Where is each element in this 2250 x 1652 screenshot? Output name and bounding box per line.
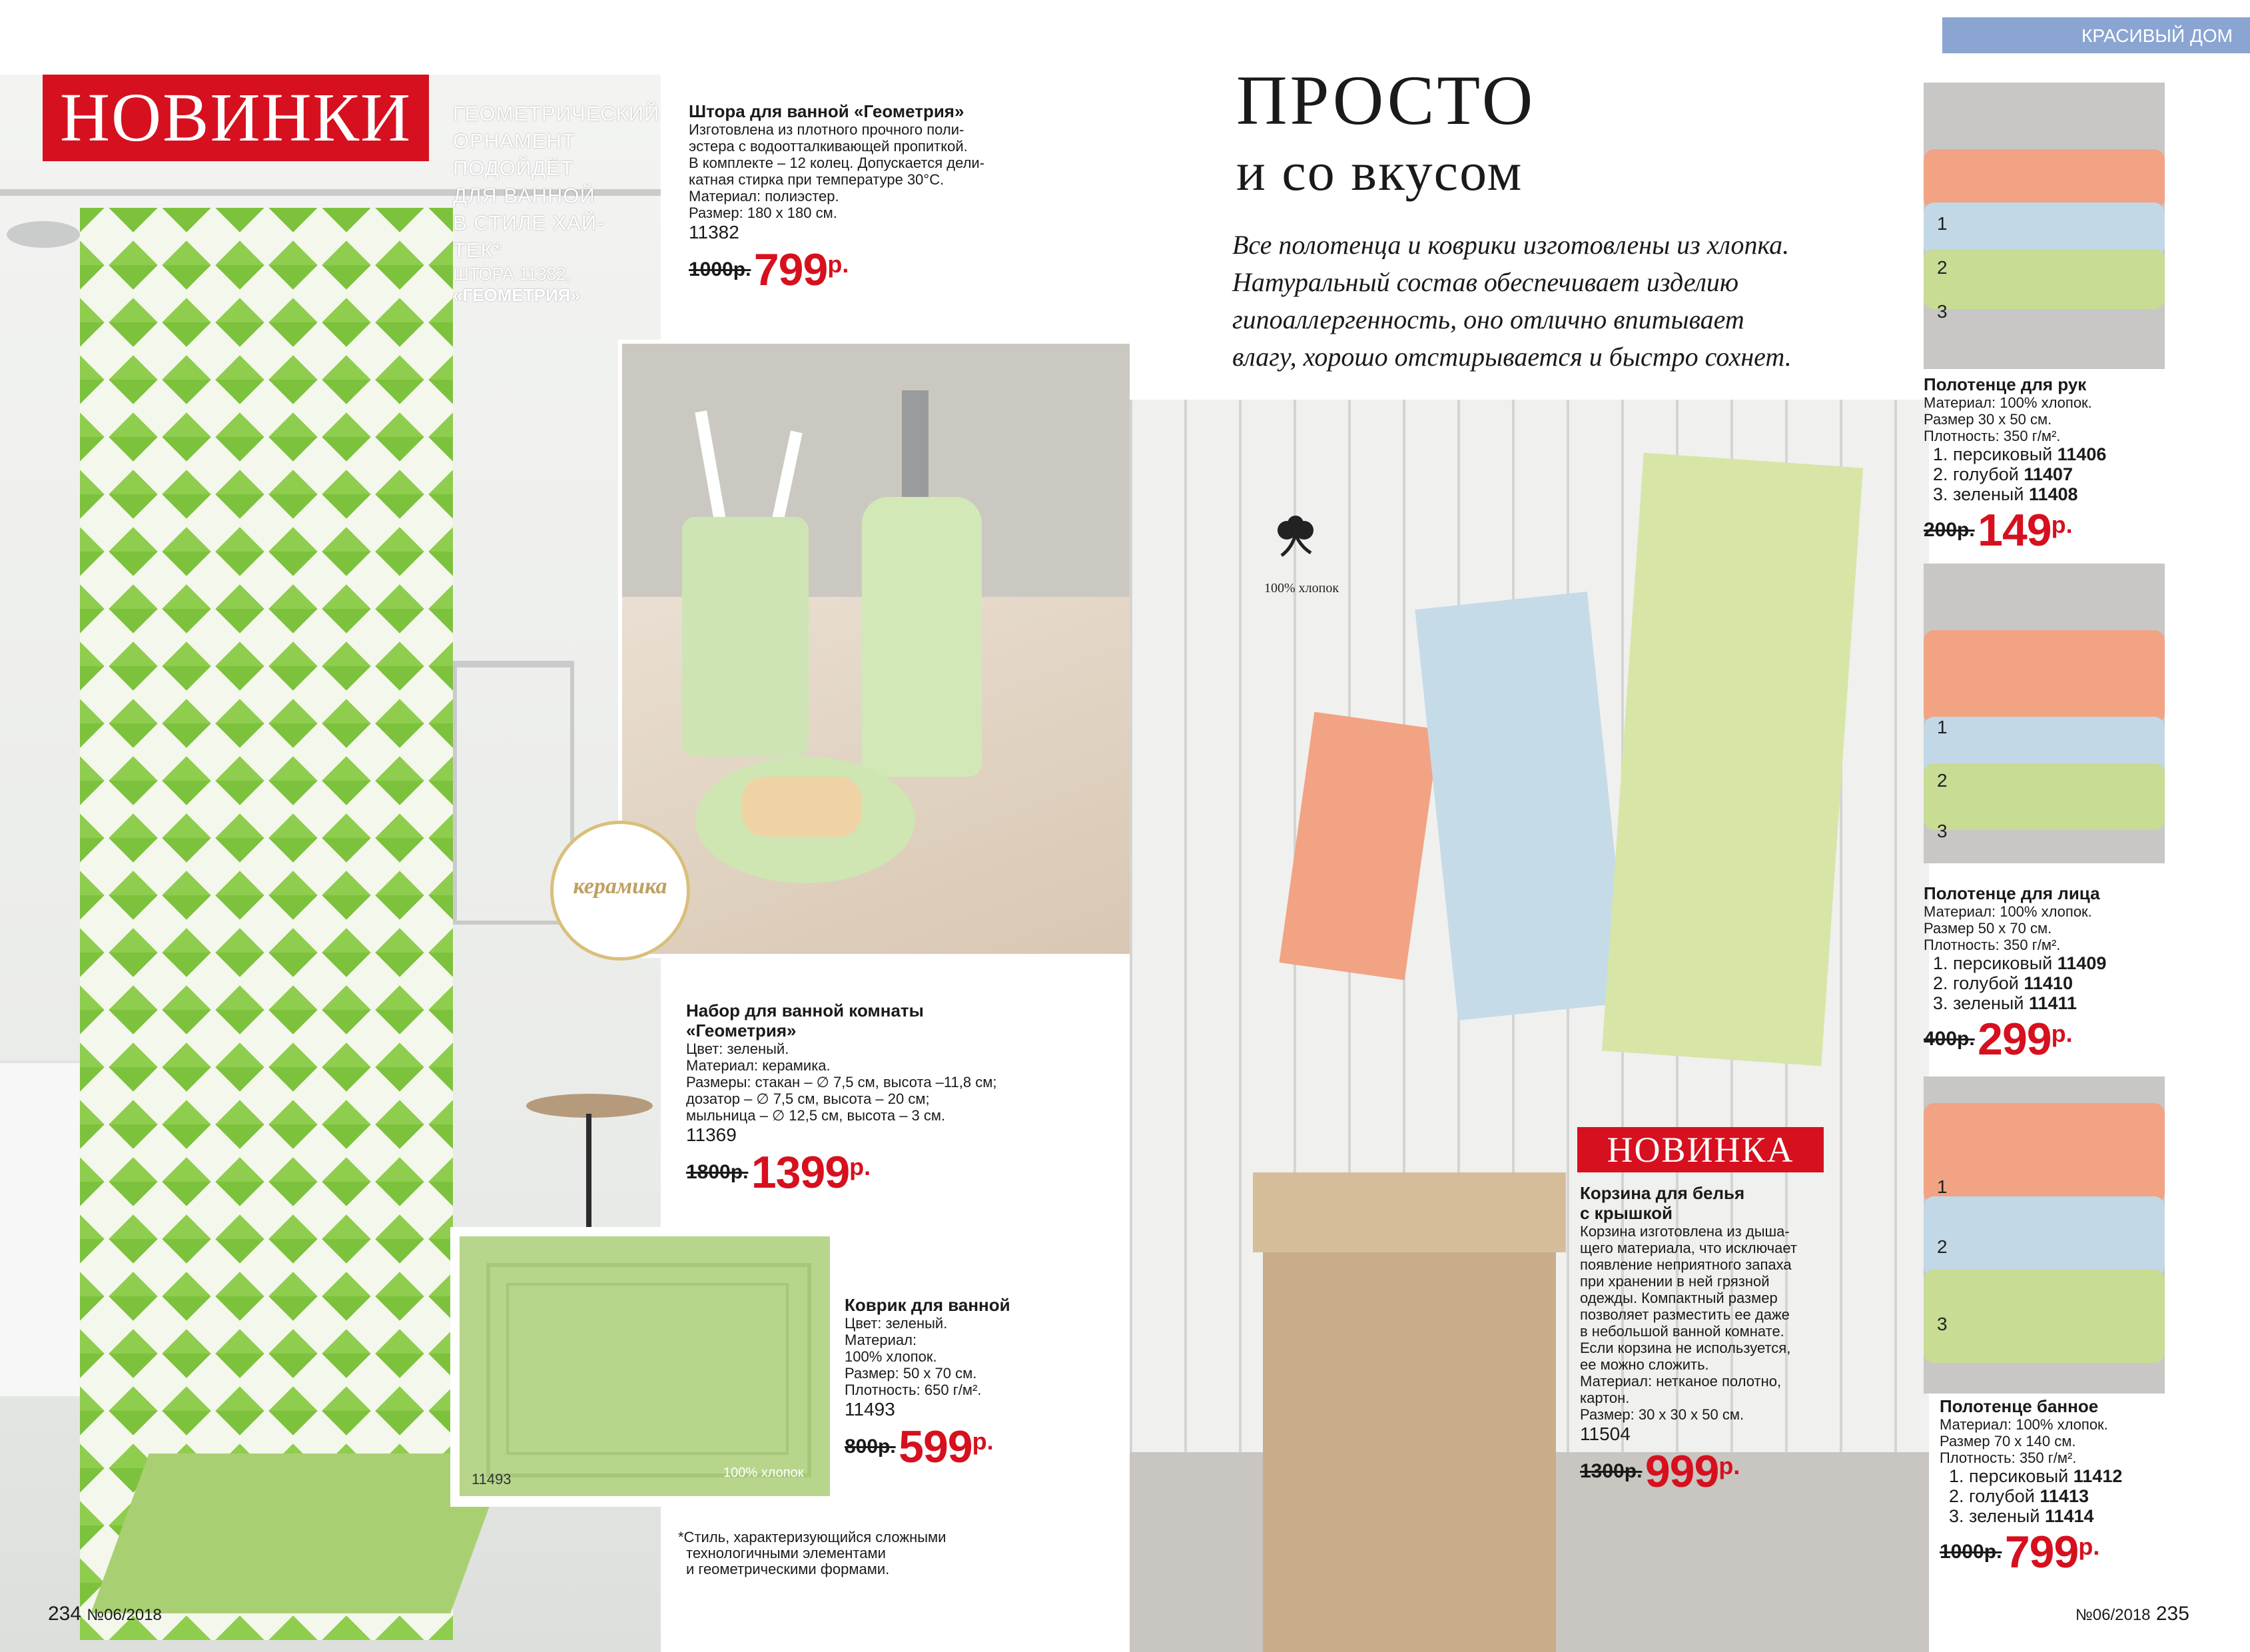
product-title: с крышкой	[1580, 1203, 1673, 1223]
variant-code: 11407	[2024, 464, 2073, 484]
currency: р.	[2051, 1020, 2073, 1048]
product-laundry-basket	[1580, 1183, 1820, 1497]
cotton-label: 100% хлопок	[1264, 581, 1339, 596]
stack-number: 3	[1937, 1314, 1948, 1334]
basket-lid	[1253, 1172, 1566, 1252]
variant-code: 11406	[2057, 444, 2107, 464]
variant-number: 1.	[1949, 1466, 1964, 1486]
bath-mat	[460, 1236, 830, 1496]
product-desc-line: Размер 70 х 140 см.	[1940, 1433, 2076, 1449]
currency: р.	[2078, 1533, 2100, 1561]
variant-list	[1940, 1466, 2233, 1526]
dispenser-pump	[902, 390, 929, 504]
product-title: Набор для ванной комнаты	[686, 1001, 924, 1021]
variant-number: 2.	[1949, 1486, 1964, 1506]
variant-item	[1949, 1506, 2233, 1526]
variant-code: 11410	[2024, 973, 2073, 993]
mat-inner-border	[506, 1283, 789, 1455]
green-towel	[1924, 249, 2165, 309]
product-desc-line: Плотность: 350 г/м².	[1940, 1449, 2077, 1466]
product-desc-line: одежды. Компактный размер	[1580, 1290, 1778, 1306]
product-title: Штора для ванной «Геометрия»	[689, 101, 964, 121]
product-desc-line: мыльница – ∅ 12,5 см, высота – 3 см.	[686, 1107, 946, 1124]
bath-towel-stack-photo	[1924, 1076, 2165, 1394]
product-title: Корзина для белья	[1580, 1183, 1745, 1203]
new-price: 799	[753, 244, 828, 295]
stack-number: 2	[1937, 770, 1948, 791]
ceramic-cup	[682, 517, 809, 757]
page-subheadline: и со вкусом	[1236, 141, 1523, 202]
product-face-towel	[1924, 883, 2217, 1065]
peach-towel	[1924, 630, 2165, 723]
product-desc-line: катная стирка при температуре 30°С.	[689, 171, 944, 188]
page-headline: ПРОСТО	[1236, 61, 1536, 139]
bathtub	[0, 1060, 93, 1396]
product-desc-line: В комплекте – 12 колец. Допускается дели-	[689, 155, 985, 171]
currency: р.	[1718, 1452, 1740, 1480]
curtain-headline	[453, 100, 660, 264]
old-price: 1000р.	[689, 258, 751, 280]
stack-number: 3	[1937, 301, 1948, 322]
green-towel	[1924, 1270, 2165, 1363]
old-price: 400р.	[1924, 1028, 1975, 1050]
blue-towel	[1924, 1196, 2165, 1276]
page-number: 235	[2155, 1603, 2189, 1625]
product-title: Полотенце банное	[1940, 1396, 2099, 1416]
new-price: 1399	[751, 1147, 850, 1198]
product-title: «Геометрия»	[686, 1021, 797, 1040]
product-desc-line: щего материала, что исключает	[1580, 1240, 1797, 1256]
product-code: 11369	[686, 1124, 737, 1145]
product-desc-line: картон.	[1580, 1390, 1630, 1406]
product-desc-line: Размеры: стакан – ∅ 7,5 см, высота –11,8 см;	[686, 1074, 997, 1090]
new-price: 149	[1978, 505, 2052, 556]
page-number: 234	[48, 1603, 82, 1625]
old-price: 1000р.	[1940, 1541, 2002, 1563]
product-hand-towel	[1924, 374, 2217, 556]
rug-cotton-label: 100% хлопок	[723, 1465, 804, 1480]
caption-line: ШТОРА 11382,	[453, 264, 571, 284]
headline-line: ОРНАМЕНТ	[453, 129, 575, 153]
variant-number: 3.	[1949, 1506, 1964, 1526]
product-desc-line: ее можно сложить.	[1580, 1356, 1709, 1373]
variant-list	[1924, 953, 2217, 1013]
product-desc-line: Плотность: 350 г/м².	[1924, 428, 2061, 444]
rug-photo	[450, 1227, 841, 1507]
price-line	[1940, 1526, 2233, 1578]
price-line	[1924, 1013, 2217, 1065]
product-desc-line: Материал: 100% хлопок.	[1940, 1416, 2108, 1433]
shower-head	[7, 221, 80, 248]
product-title: Полотенце для рук	[1924, 374, 2087, 394]
variant-color: зеленый	[1969, 1506, 2040, 1526]
footnote-line: и геометрическими формами.	[686, 1561, 890, 1577]
ceramic-set-photo	[618, 340, 1134, 958]
product-code: 11493	[845, 1399, 895, 1420]
variant-color: персиковый	[1969, 1466, 2069, 1486]
stack-number: 1	[1937, 717, 1948, 737]
page-number-right	[2075, 1603, 2189, 1625]
photo-caption	[453, 263, 580, 306]
new-price: 299	[1978, 1014, 2052, 1064]
issue-number: №06/2018	[87, 1606, 162, 1624]
variant-color: персиковый	[1953, 953, 2053, 973]
product-desc-line: Цвет: зеленый.	[686, 1040, 789, 1057]
product-desc-line: Изготовлена из плотного прочного поли-	[689, 121, 964, 138]
product-curtain	[689, 101, 1102, 296]
caption-line: «ГЕОМЕТРИЯ»	[453, 285, 580, 305]
price-line	[1580, 1446, 1820, 1497]
new-item-badge: НОВИНКА	[1577, 1127, 1824, 1172]
variant-color: голубой	[1953, 464, 2019, 484]
currency: р.	[827, 250, 849, 278]
intro-line: Все полотенца и коврики изготовлены из хлопка.	[1232, 230, 1790, 260]
section-tag	[1942, 17, 2250, 53]
headline-line: ПОДОЙДЁТ	[453, 157, 574, 180]
variant-number: 3.	[1933, 993, 1948, 1013]
variant-item	[1933, 484, 2217, 504]
variant-color: голубой	[1953, 973, 2019, 993]
new-price: 599	[899, 1422, 972, 1472]
product-desc-line: Размер 50 х 70 см.	[1924, 920, 2052, 937]
product-code: 11504	[1580, 1424, 1631, 1444]
variant-color: персиковый	[1953, 444, 2053, 464]
product-desc-line: Материал: нетканое полотно,	[1580, 1373, 1782, 1390]
headline-line: ДЛЯ ВАННОЙ	[453, 184, 595, 207]
old-price: 800р.	[845, 1436, 896, 1457]
floor-rug	[91, 1453, 508, 1613]
variant-color: голубой	[1969, 1486, 2035, 1506]
headline-line: В СТИЛЕ ХАЙ-ТЕК*	[453, 211, 605, 262]
headline-line: ГЕОМЕТРИЧЕСКИЙ	[453, 102, 660, 125]
variant-number: 3.	[1933, 484, 1948, 504]
product-desc-line: дозатор – ∅ 7,5 см, высота – 20 см;	[686, 1090, 930, 1107]
product-desc-line: позволяет разместить ее даже	[1580, 1306, 1790, 1323]
ceramic-seal	[550, 821, 690, 961]
price-line	[689, 244, 1102, 296]
footnote-line: технологичными элементами	[686, 1545, 886, 1561]
intro-line: гипоаллергенность, оно отлично впитывает	[1232, 304, 1744, 334]
face-towel-stack-photo	[1924, 564, 2165, 863]
price-line	[845, 1421, 1044, 1473]
stack-number: 1	[1937, 213, 1948, 234]
product-desc-line: Размер: 30 х 30 х 50 см.	[1580, 1406, 1744, 1423]
soap-dispenser	[862, 497, 982, 777]
product-desc-line: Корзина изготовлена из дыша-	[1580, 1223, 1790, 1240]
blue-towel	[1924, 203, 2165, 256]
product-bath-towel	[1940, 1396, 2233, 1578]
variant-color: зеленый	[1953, 993, 2024, 1013]
page-number-left	[48, 1603, 162, 1625]
peach-towel	[1924, 149, 2165, 209]
product-desc-line: Размер: 50 х 70 см.	[845, 1365, 977, 1382]
product-desc-line: Размер 30 х 50 см.	[1924, 411, 2052, 428]
variant-code: 11412	[2073, 1466, 2123, 1486]
footnote-line: *Стиль, характеризующийся сложными	[678, 1529, 946, 1545]
variant-item	[1949, 1486, 2233, 1506]
green-towel	[1602, 453, 1863, 1066]
product-desc-line: эстера с водоотталкивающей пропиткой.	[689, 138, 968, 155]
variant-list	[1924, 444, 2217, 504]
product-desc-line: Плотность: 650 г/м².	[845, 1382, 982, 1398]
product-desc-line: в небольшой ванной комнате.	[1580, 1323, 1784, 1340]
product-desc-line: Материал: 100% хлопок.	[1924, 903, 2092, 920]
product-desc-line: при хранении в ней грязной	[1580, 1273, 1770, 1290]
variant-color: зеленый	[1953, 484, 2024, 504]
variant-number: 2.	[1933, 973, 1948, 993]
footnote	[678, 1529, 971, 1577]
stack-number: 1	[1937, 1176, 1948, 1197]
product-desc-line: Материал: полиэстер.	[689, 188, 839, 205]
product-code: 11382	[689, 222, 739, 242]
variant-number: 1.	[1933, 444, 1948, 464]
intro-line: Натуральный состав обеспечивает изделию	[1232, 267, 1739, 297]
currency: р.	[972, 1428, 994, 1455]
product-ceramic-set	[686, 1001, 1099, 1198]
product-desc-line: Если корзина не используется,	[1580, 1340, 1791, 1356]
currency: р.	[2051, 511, 2073, 539]
new-price: 799	[2004, 1527, 2079, 1577]
new-price: 999	[1645, 1446, 1719, 1497]
variant-item	[1933, 444, 2217, 464]
variant-code: 11409	[2057, 953, 2107, 973]
peach-towel	[1924, 1103, 2165, 1203]
product-title: Коврик для ванной	[845, 1295, 1010, 1315]
cotton-icon	[1272, 514, 1319, 561]
variant-item	[1933, 973, 2217, 993]
variant-number: 1.	[1933, 953, 1948, 973]
old-price: 200р.	[1924, 519, 1975, 541]
currency: р.	[849, 1153, 871, 1181]
product-desc-line: появление неприятного запаха	[1580, 1256, 1792, 1273]
old-price: 1300р.	[1580, 1460, 1643, 1482]
product-bath-rug	[845, 1295, 1044, 1473]
variant-code: 11414	[2044, 1506, 2094, 1526]
green-towel	[1924, 763, 2165, 830]
issue-number: №06/2018	[2075, 1606, 2151, 1624]
product-desc-line: Плотность: 350 г/м².	[1924, 937, 2061, 953]
stack-number: 2	[1937, 257, 1948, 278]
soap-bar	[742, 777, 862, 837]
variant-code: 11413	[2040, 1486, 2089, 1506]
product-desc-line: Размер: 180 х 180 см.	[689, 205, 837, 221]
product-desc-line: Цвет: зеленый.	[845, 1315, 948, 1332]
new-items-badge: НОВИНКИ	[43, 75, 429, 161]
old-price: 1800р.	[686, 1161, 749, 1183]
product-desc-line: Материал: керамика.	[686, 1057, 831, 1074]
hand-towel-stack-photo	[1924, 83, 2165, 369]
variant-item	[1933, 464, 2217, 484]
product-desc-line: Материал:	[845, 1332, 917, 1348]
product-title: Полотенце для лица	[1924, 883, 2100, 903]
intro-line: влагу, хорошо отстирывается и быстро сохнет.	[1232, 342, 1792, 372]
variant-code: 11411	[2028, 993, 2077, 1013]
product-desc-line: Материал: 100% хлопок.	[1924, 394, 2092, 411]
intro-text	[1232, 226, 1898, 376]
geometric-curtain	[80, 208, 453, 1640]
variant-number: 2.	[1933, 464, 1948, 484]
stack-number: 3	[1937, 821, 1948, 841]
variant-item	[1949, 1466, 2233, 1486]
ceramic-seal-label: керамика	[573, 874, 667, 899]
stack-number: 2	[1937, 1236, 1948, 1257]
rug-photo-code: 11493	[472, 1471, 512, 1487]
variant-item	[1933, 953, 2217, 973]
price-line	[1924, 504, 2217, 556]
variant-code: 11408	[2028, 484, 2078, 504]
variant-item	[1933, 993, 2217, 1013]
product-desc-line: 100% хлопок.	[845, 1348, 937, 1365]
price-line	[686, 1146, 1099, 1198]
section-tag-label: КРАСИВЫЙ ДОМ	[2081, 25, 2233, 46]
